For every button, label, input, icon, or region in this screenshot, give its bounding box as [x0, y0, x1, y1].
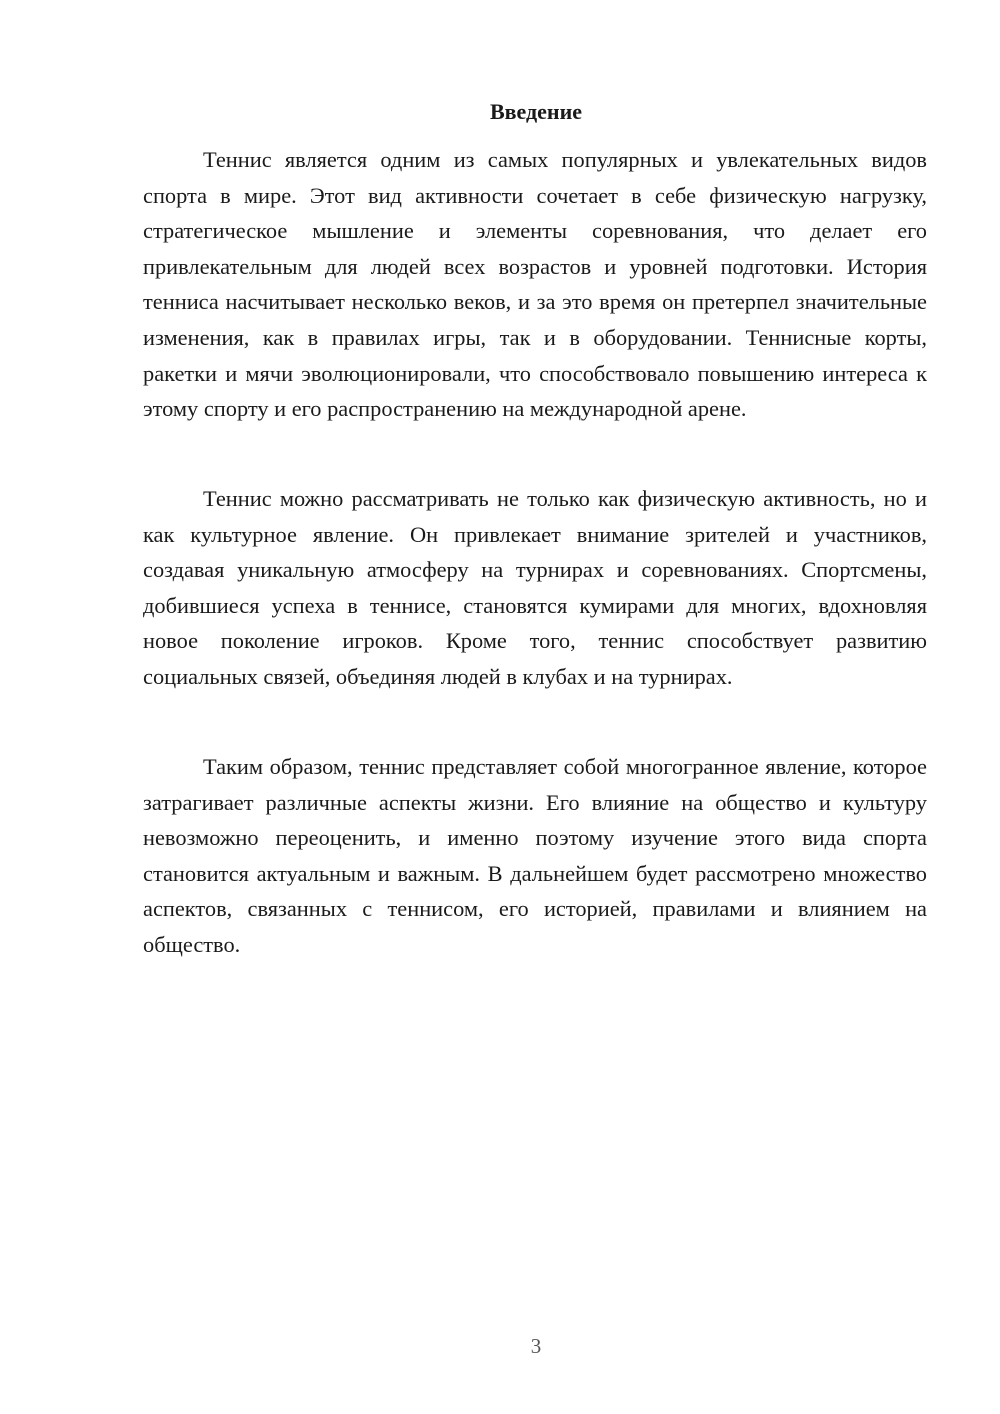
paragraph-3: Таким образом, теннис представляет собой многогранное явление, которое затрагивает различные аспекты жизни. Его влияние на общество и культуру невозможно переоценить, и именно поэтому изучение этого вида спорта становится актуальным и важным. В дальнейшем будет рассмотрено множество аспектов, связанных с теннисом, его историей, правилами и влиянием на общество. — [143, 754, 927, 957]
paragraph-2: Теннис можно рассматривать не только как физическую активность, но и как культурное явление. Он привлекает внимание зрителей и участников, создавая уникальную атмосферу на турнирах и соревнованиях. Спортсмены, добившиеся успеха в теннисе, становятся кумирами для многих, вдохновляя новое поколение игроков. Кроме того, теннис способствует развитию социальных связей, объединяя людей в клубах и на турнирах. — [143, 486, 927, 689]
paragraph-1: Теннис является одним из самых популярных и увлекательных видов спорта в мире. Этот вид активности сочетает в себе физическую нагрузку, стратегическое мышление и элементы соревнования, что делает его привлекательным для людей всех возрастов и уровней подготовки. История тенниса насчитывает несколько веков, и за это время он претерпел значительные изменения, как в правилах игры, так и в оборудовании. Теннисные корты, ракетки и мячи эволюционировали, что способствовало повышению интереса к этому спорту и его распространению на международной арене. — [143, 147, 927, 422]
page-number: 3 — [530, 1334, 542, 1358]
section-title: Введение — [489, 99, 583, 124]
